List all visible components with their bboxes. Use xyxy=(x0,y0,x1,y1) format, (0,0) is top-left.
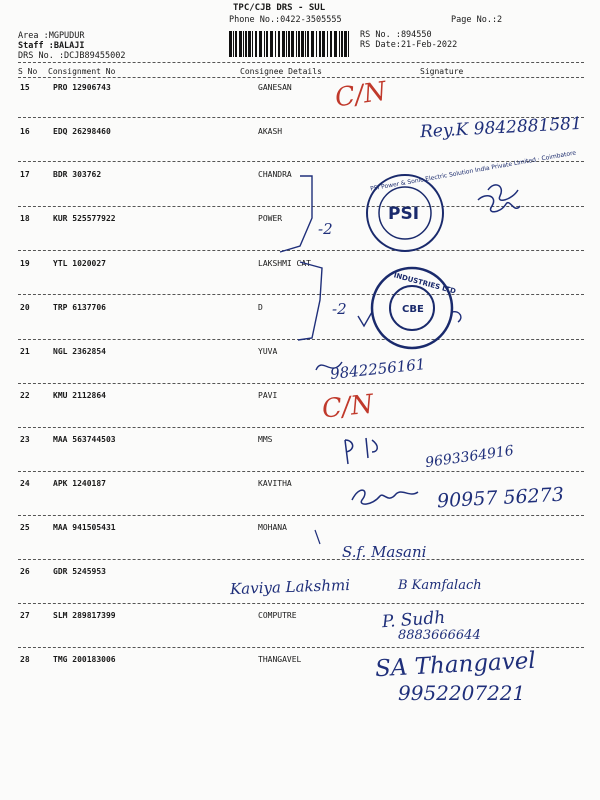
handwritten-signature-28: SA Thangavel xyxy=(374,647,537,683)
handwritten-phone-21: 9842256161 xyxy=(329,355,427,383)
barcode-bar xyxy=(252,31,253,57)
barcode-bar xyxy=(319,31,321,57)
barcode-bar xyxy=(344,31,347,57)
barcode-bar xyxy=(298,31,300,57)
column-header-consignee: Consignee Details xyxy=(240,67,322,76)
handwritten-cn-22: C/N xyxy=(320,389,375,425)
document-title: TPC/CJB DRS - SUL xyxy=(233,3,326,13)
table-row: 17 BDR 303762 CHANDRA xyxy=(20,170,292,179)
table-row: 27 SLM 289817399 COMPUTRE xyxy=(20,611,297,620)
barcode-bar xyxy=(255,31,257,57)
handwritten-cn-15: C/N xyxy=(333,76,389,114)
table-row: 23 MAA 563744503 MMS xyxy=(20,435,273,444)
table-row: 24 APK 1240187 KAVITHA xyxy=(20,479,292,488)
barcode-bar xyxy=(301,31,304,57)
barcode-bar xyxy=(291,31,294,57)
handwritten-mark-20: -2 xyxy=(332,300,347,318)
header-rule-top xyxy=(18,62,584,63)
row-divider xyxy=(18,161,584,162)
barcode-bar xyxy=(243,31,244,57)
bracket-stroke xyxy=(298,262,322,340)
row-divider xyxy=(18,206,584,207)
table-row: 26 GDR 5245953 xyxy=(20,567,106,576)
table-row: 21 NGL 2362854 YUVA xyxy=(20,347,278,356)
row-divider xyxy=(18,294,584,295)
phone-number: Phone No.:0422-3505555 xyxy=(229,15,342,25)
barcode-bar xyxy=(288,31,290,57)
barcode-bar xyxy=(311,31,314,57)
barcode-bar xyxy=(339,31,340,57)
handwritten-phone-24: 90957 56273 xyxy=(436,483,565,513)
initials-stroke xyxy=(478,196,520,212)
barcode-bar xyxy=(316,31,317,57)
signature-stroke xyxy=(488,185,518,200)
barcode-bar xyxy=(334,31,337,57)
rs-number: RS No. :894550 xyxy=(360,30,432,40)
barcode-bar xyxy=(296,31,297,57)
table-row: 20 TRP 6137706 D xyxy=(20,303,263,312)
table-row: 19 YTL 1020027 LAKSHMI CAT xyxy=(20,259,311,268)
page-number: Page No.:2 xyxy=(451,15,503,25)
psi-seal-inner-ring xyxy=(379,187,431,239)
header-rule-bottom xyxy=(18,77,584,78)
row-divider xyxy=(18,603,584,604)
staff-label: Staff :BALAJI xyxy=(18,41,85,51)
barcode-bar xyxy=(305,31,306,57)
barcode-bar xyxy=(235,31,237,57)
handwritten-phone-23: 9693364916 xyxy=(424,442,515,472)
psi-seal-center-text: PSI xyxy=(388,204,420,224)
signature-stroke xyxy=(352,490,418,504)
cbe-seal-center-text: CBE xyxy=(402,304,424,315)
table-row: 28 TMG 200183006 THANGAVEL xyxy=(20,655,302,664)
row-divider xyxy=(18,339,584,340)
psi-seal-outer-ring xyxy=(367,175,443,251)
barcode-bar xyxy=(348,31,349,57)
barcode-bar xyxy=(322,31,325,57)
barcode-bar xyxy=(327,31,328,57)
column-header-signature: Signature xyxy=(420,67,464,76)
area-label: Area :MGPUDUR xyxy=(18,31,85,41)
handwritten-signature-26a: Kaviya Lakshmi xyxy=(229,575,351,599)
column-header-sno: S No xyxy=(18,67,38,76)
company-seal-psi xyxy=(367,149,577,251)
psi-seal-ring-text: PSI Power & Sonic Electric Solution India Private Limited · Coimbatore xyxy=(369,149,577,193)
barcode-bar xyxy=(275,31,276,57)
barcode-bar xyxy=(248,31,251,57)
barcode-bar xyxy=(307,31,309,57)
row-divider xyxy=(18,250,584,251)
handwritten-phone-27: 8883666644 xyxy=(398,628,481,643)
barcode-bar xyxy=(266,31,268,57)
rs-date: RS Date:21-Feb-2022 xyxy=(360,40,458,50)
handwritten-signature-25: S.f. Masani xyxy=(342,543,427,561)
barcode-bar xyxy=(282,31,285,57)
row-divider xyxy=(18,647,584,648)
signature-stroke xyxy=(358,312,461,326)
barcode-bar xyxy=(330,31,332,57)
handwritten-mark-18: -2 xyxy=(318,220,333,238)
barcode-bar xyxy=(278,31,280,57)
column-header-consignment: Consignment No xyxy=(48,67,116,76)
barcode-bar xyxy=(341,31,343,57)
row-divider xyxy=(18,515,584,516)
barcode-image xyxy=(229,31,352,57)
table-row: 15 PRO 12906743 GANESAN xyxy=(20,83,292,92)
row-divider xyxy=(18,427,584,428)
drs-number: DRS No. :DCJB89455002 xyxy=(18,51,126,61)
row-divider xyxy=(18,471,584,472)
barcode-bar xyxy=(239,31,242,57)
table-row: 16 EDQ 26298460 AKASH xyxy=(20,127,283,136)
barcode-bar xyxy=(245,31,247,57)
barcode-bar xyxy=(229,31,232,57)
row-divider xyxy=(18,559,584,560)
handwritten-signature-27: P. Sudh xyxy=(381,607,446,633)
handwritten-signature-16: Rey.K 9842881581 xyxy=(419,113,583,143)
barcode-bar xyxy=(270,31,273,57)
barcode-bar xyxy=(259,31,262,57)
cbe-seal-ring-text: INDUSTRIES LTD xyxy=(392,271,457,296)
table-row: 22 KMU 2112864 PAVI xyxy=(20,391,278,400)
barcode-bar xyxy=(264,31,265,57)
row-divider xyxy=(18,383,584,384)
handwritten-phone-28: 9952207221 xyxy=(398,681,526,705)
barcode-bar xyxy=(233,31,234,57)
handwritten-signature-26b: B Kamfalach xyxy=(398,578,482,593)
barcode-bar xyxy=(286,31,287,57)
table-row: 25 MAA 941505431 MOHANA xyxy=(20,523,287,532)
table-row: 18 KUR 525577922 POWER xyxy=(20,214,283,223)
